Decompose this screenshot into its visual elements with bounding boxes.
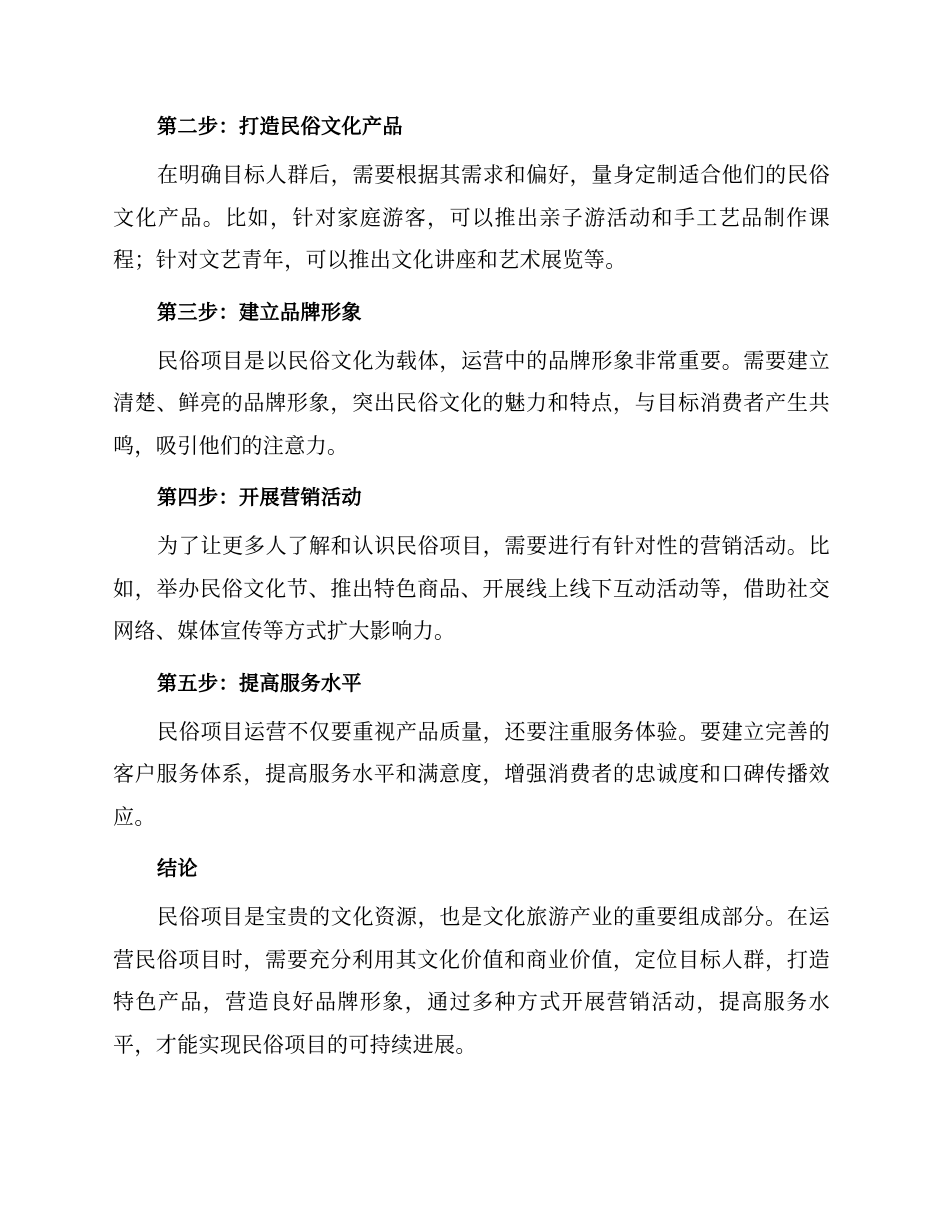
section-paragraph: 民俗项目运营不仅要重视产品质量，还要注重服务体验。要建立完善的客户服务体系，提高服务水平和满意度，增强消费者的忠诚度和口碑传播效应。 — [113, 719, 830, 829]
section-paragraph: 为了让更多人了解和认识民俗项目，需要进行有针对性的营销活动。比如，举办民俗文化节、推出特色商品、开展线上线下互动活动等，借助社交网络、媒体宣传等方式扩大影响力。 — [113, 534, 830, 643]
section-heading: 第四步：开展营销活动 — [157, 485, 362, 509]
section-paragraph: 民俗项目是以民俗文化为载体，运营中的品牌形象非常重要。需要建立清楚、鲜亮的品牌形象，突出民俗文化的魅力和特点，与目标消费者产生共鸣，吸引他们的注意力。 — [113, 348, 830, 458]
section-heading: 结论 — [157, 856, 198, 880]
section-heading: 第五步：提高服务水平 — [157, 670, 362, 695]
section-step-three — [113, 292, 830, 468]
section-heading: 第三步：建立品牌形象 — [157, 299, 362, 324]
section-paragraph: 民俗项目是宝贵的文化资源，也是文化旅游产业的重要组成部分。在运营民俗项目时，需要充分利用其文化价值和商业价值，定位目标人群，打造特色产品，营造良好品牌形象，通过多种方式开展营销活动，提高服务水平，才能实现民俗项目的可持续进展。 — [113, 905, 830, 1057]
section-step-four — [113, 477, 830, 653]
section-step-two — [113, 106, 830, 282]
section-heading: 第二步：打造民俗文化产品 — [157, 114, 403, 138]
section-step-five — [113, 663, 830, 839]
section-conclusion — [113, 848, 830, 1066]
section-paragraph: 在明确目标人群后，需要根据其需求和偏好，量身定制适合他们的民俗文化产品。比如，针对家庭游客，可以推出亲子游活动和手工艺品制作课程；针对文艺青年，可以推出文化讲座和艺术展览等。 — [113, 163, 830, 272]
